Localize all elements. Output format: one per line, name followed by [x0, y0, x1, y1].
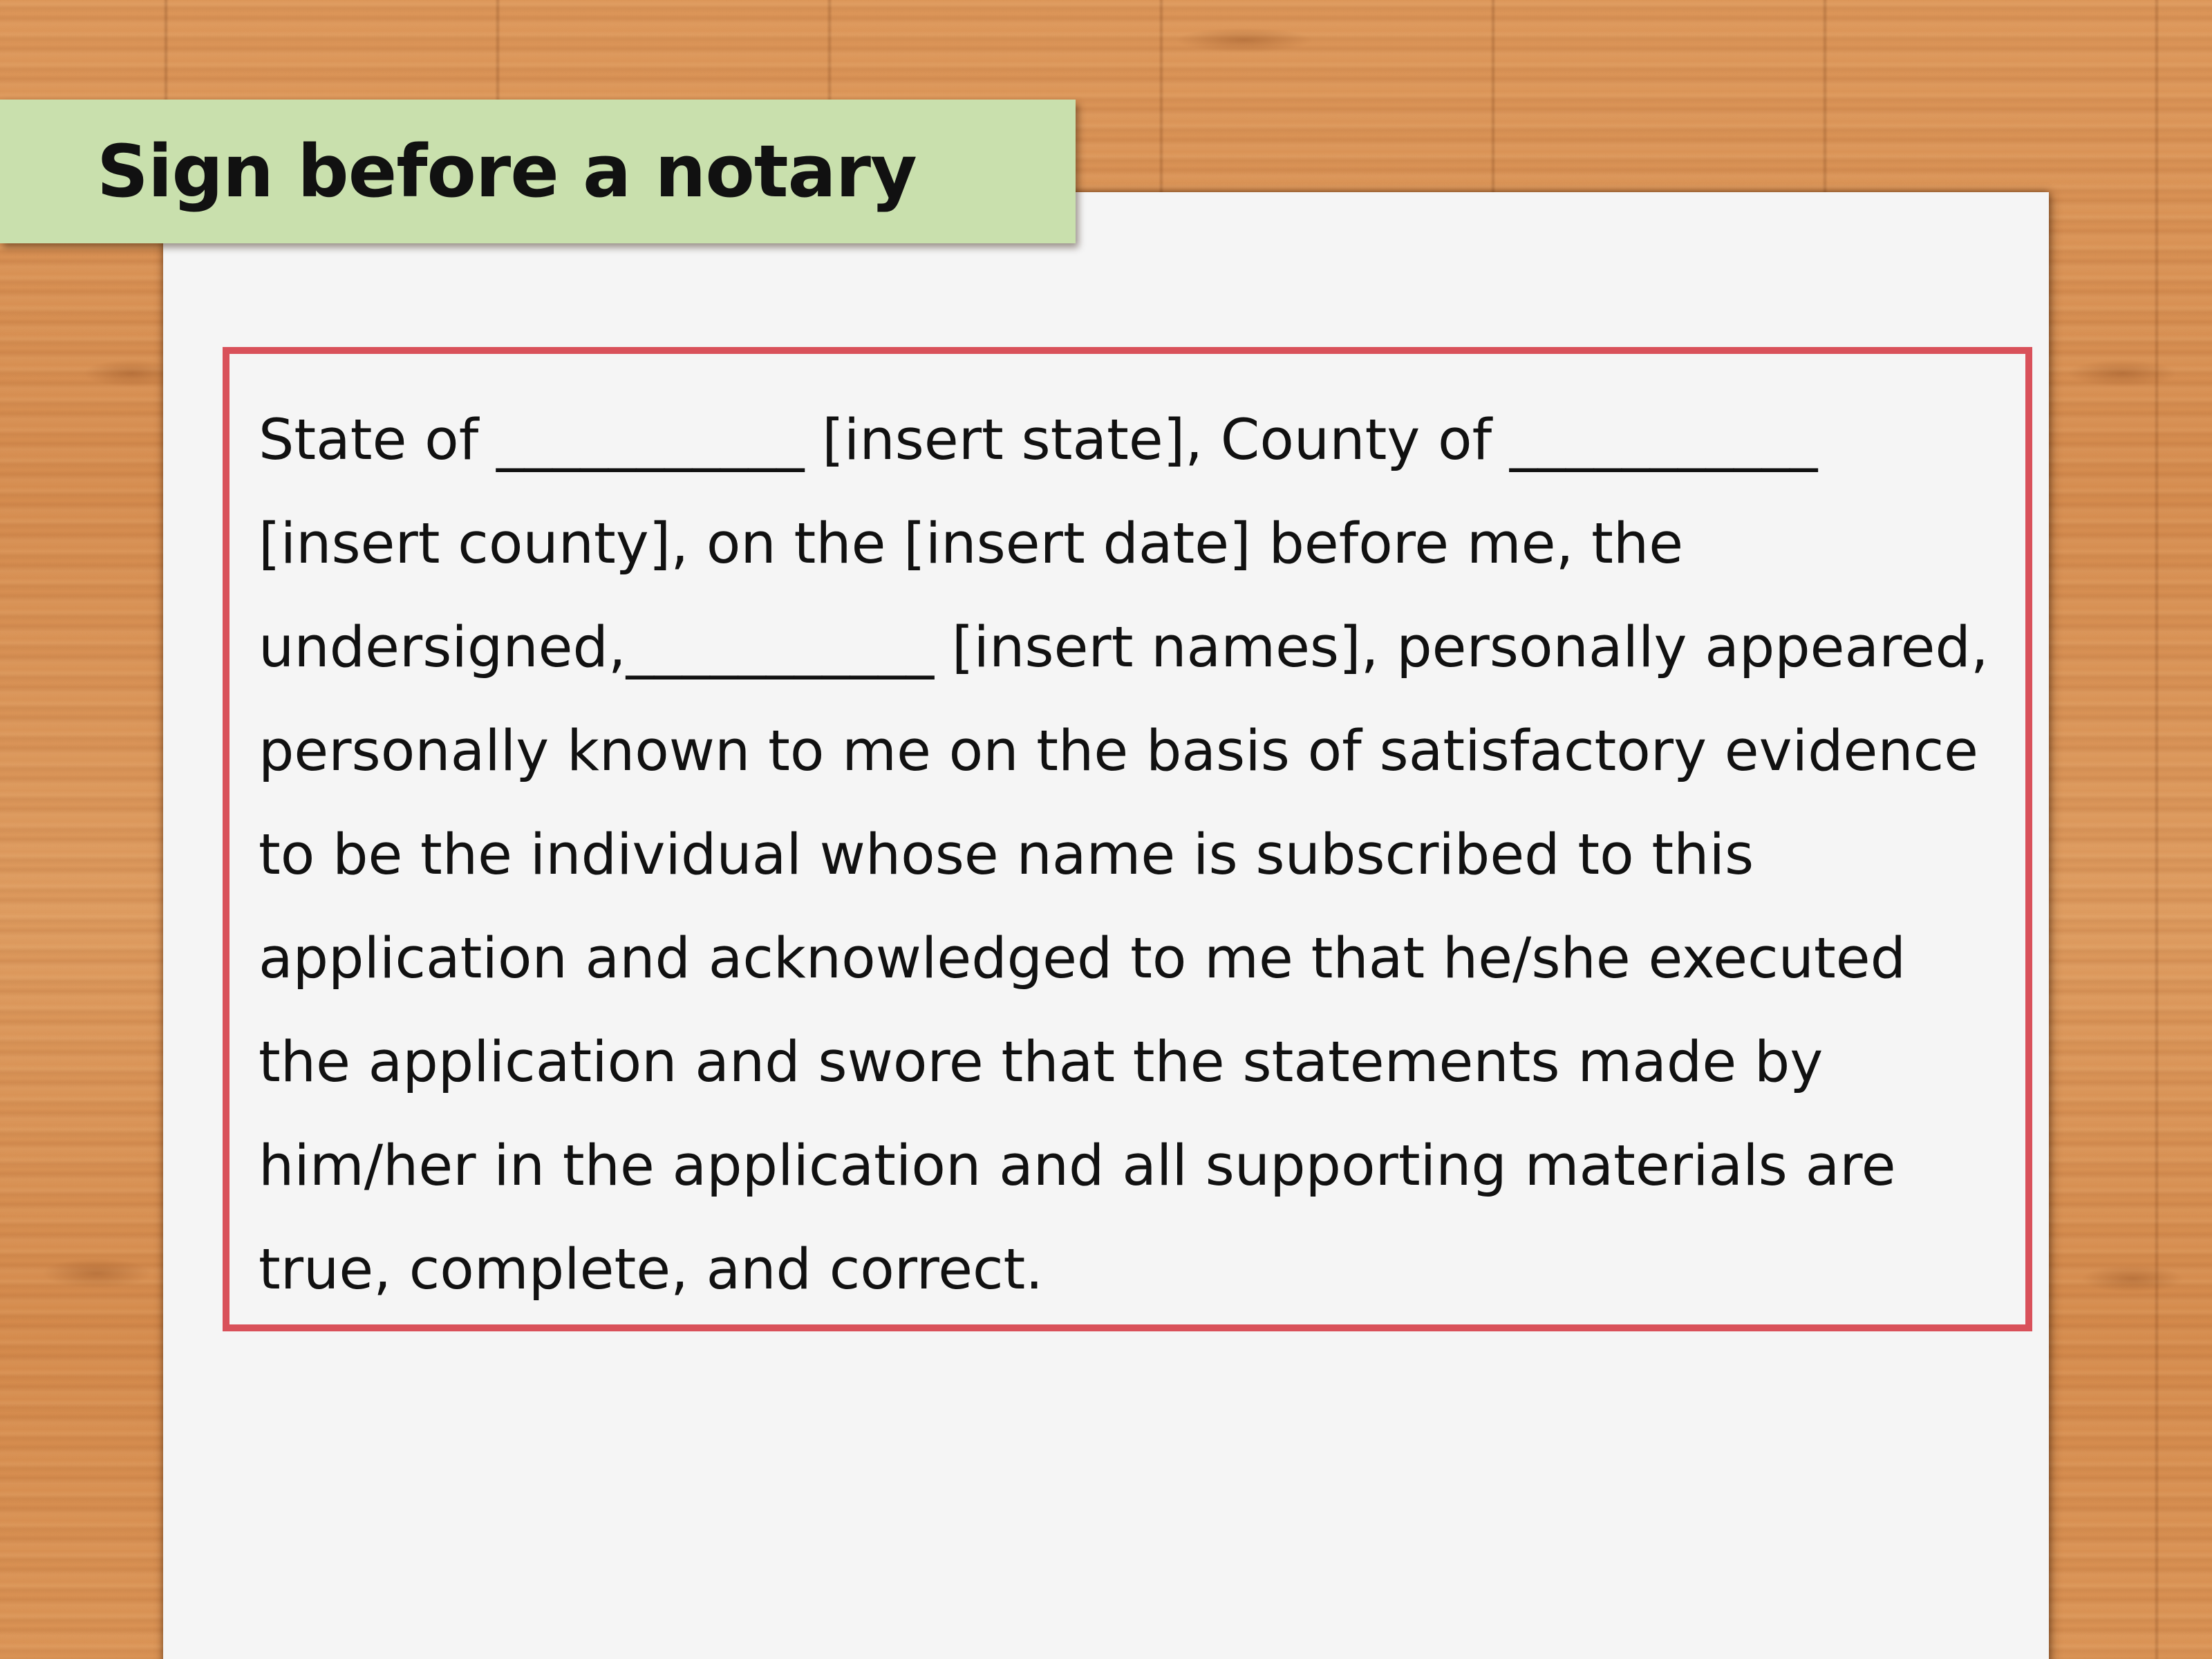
title-banner: [0, 100, 1076, 243]
notary-line: [insert county], on the [insert date] before me, the: [259, 512, 1684, 577]
notary-statement-box: [223, 347, 2032, 1331]
wood-grain-mark: [2081, 1265, 2184, 1293]
notary-line: State of ___________ [insert state], County of ___________: [259, 408, 1818, 473]
notary-line: undersigned,___________ [insert names], personally appeared,: [259, 615, 1989, 680]
notary-line: him/her in the application and all supporting materials are: [259, 1134, 1896, 1199]
notary-line: true, complete, and correct.: [259, 1237, 1044, 1302]
notary-line: the application and swore that the statements made by: [259, 1030, 1824, 1095]
notary-statement: [259, 388, 2028, 1322]
wood-grain-mark: [2067, 359, 2177, 387]
wood-grain-mark: [1175, 28, 1313, 53]
notary-line: to be the individual whose name is subscribed to this: [259, 823, 1754, 888]
page-title: Sign before a notary: [97, 129, 917, 214]
wood-grain-mark: [41, 1258, 152, 1288]
notary-line: personally known to me on the basis of satisfactory evidence: [259, 719, 1979, 784]
notary-line: application and acknowledged to me that he/she executed: [259, 926, 1906, 991]
